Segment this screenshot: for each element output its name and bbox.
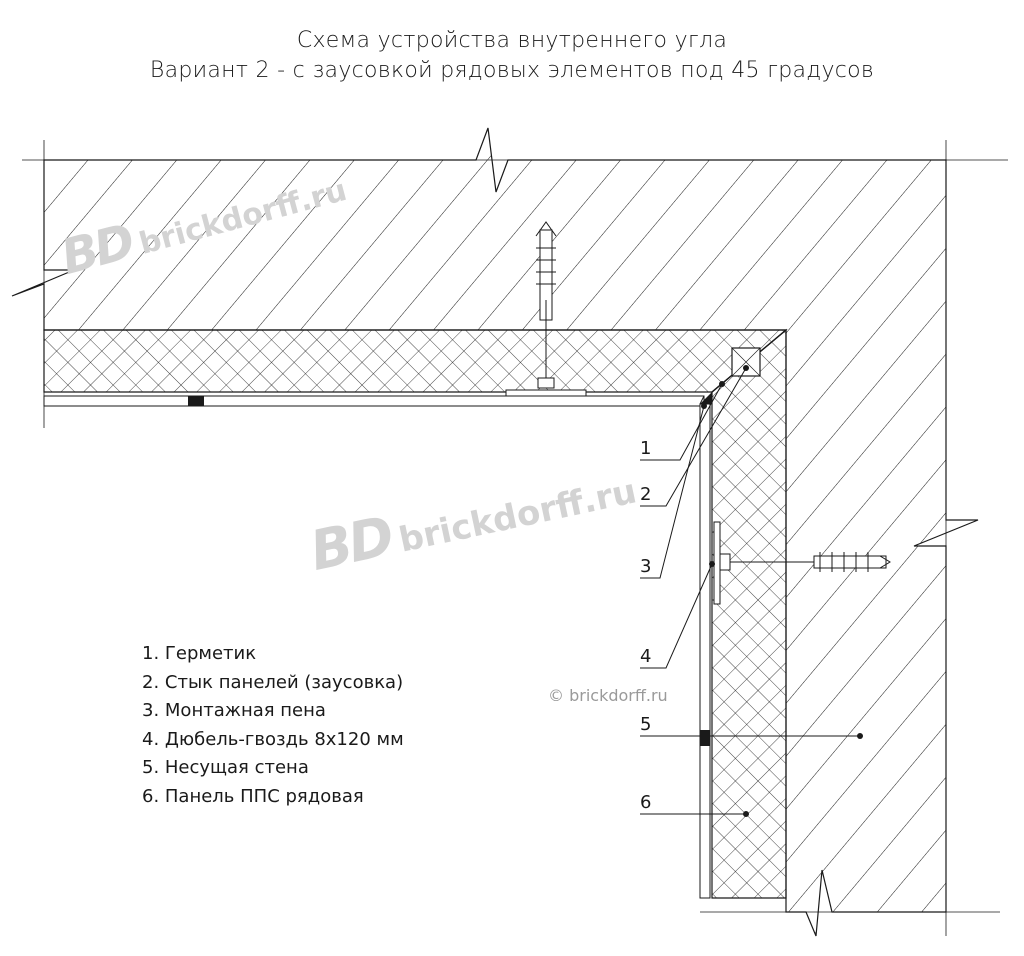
legend-item: 2. Стык панелей (заусовка) <box>142 671 404 693</box>
eps-panel-vertical <box>712 330 786 898</box>
legend-item: 5. Несущая стена <box>142 757 309 779</box>
watermark-logo: BD <box>55 213 139 286</box>
watermark-site: brickdorff.ru <box>395 471 640 561</box>
callout-6: 6 <box>640 792 652 813</box>
legend-item: 6. Панель ППС рядовая <box>142 785 364 807</box>
facing-horizontal <box>44 396 704 406</box>
legend-item: 4. Дюбель-гвоздь 8х120 мм <box>142 728 404 750</box>
facing-vertical <box>700 404 710 898</box>
callout-4: 4 <box>640 646 652 667</box>
callout-3: 3 <box>640 556 652 577</box>
copyright-watermark: © brickdorff.ru <box>548 686 668 705</box>
diagram-subtitle: Вариант 2 - с заусовкой рядовых элементов под 45 градусов <box>149 58 875 83</box>
legend-item: 3. Монтажная пена <box>142 700 326 722</box>
callout-1: 1 <box>640 438 652 459</box>
callout-2: 2 <box>640 484 652 505</box>
legend <box>142 640 404 812</box>
legend-item: 1. Герметик <box>142 643 257 664</box>
diagram-title: Схема устройства внутреннего угла <box>296 28 728 53</box>
eps-panel-horizontal <box>44 330 786 392</box>
watermark-site: brickdorff.ru <box>135 172 351 262</box>
watermark-logo: BD <box>304 504 397 583</box>
callout-5: 5 <box>640 714 652 735</box>
